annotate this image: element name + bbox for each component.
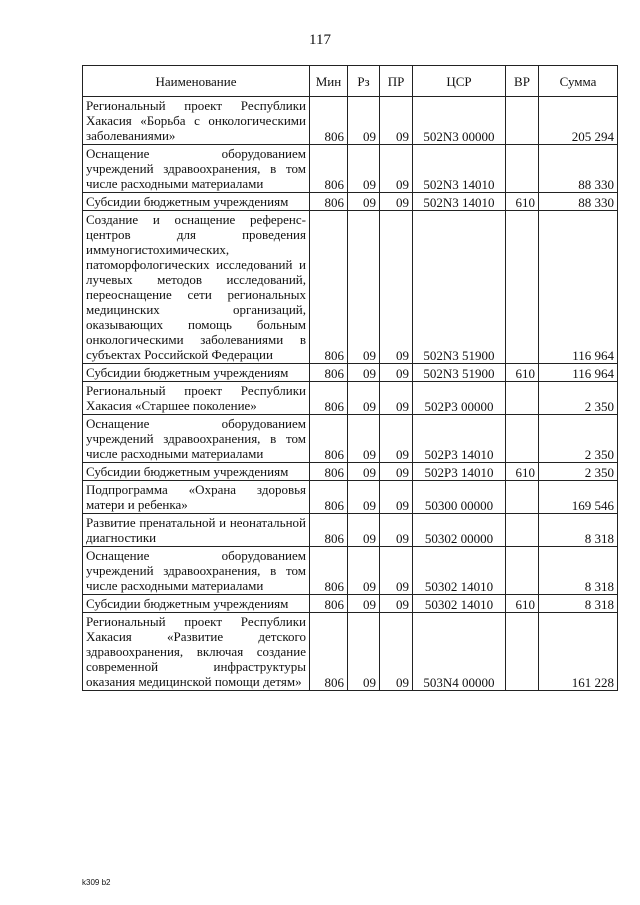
cell-sum: 2 350 bbox=[539, 463, 618, 481]
cell-sum: 116 964 bbox=[539, 211, 618, 364]
cell-vr bbox=[506, 547, 539, 595]
cell-name: Оснащение оборудованием учреждений здравоохранения, в том числе расходными материалами bbox=[83, 145, 310, 193]
cell-csr: 50302 00000 bbox=[413, 514, 506, 547]
cell-vr bbox=[506, 481, 539, 514]
cell-rz: 09 bbox=[348, 463, 380, 481]
cell-vr: 610 bbox=[506, 595, 539, 613]
cell-name: Развитие пренатальной и неонатальной диагностики bbox=[83, 514, 310, 547]
cell-name: Региональный проект Республики Хакасия «Развитие детского здравоохранения, включая создание современной инфраструктуры оказания медицинской помощи детям» bbox=[83, 613, 310, 691]
cell-vr bbox=[506, 415, 539, 463]
cell-csr: 502P3 00000 bbox=[413, 382, 506, 415]
table-row bbox=[83, 547, 618, 595]
cell-vr: 610 bbox=[506, 364, 539, 382]
cell-csr: 502N3 00000 bbox=[413, 97, 506, 145]
cell-sum: 8 318 bbox=[539, 547, 618, 595]
cell-sum: 116 964 bbox=[539, 364, 618, 382]
cell-csr: 502N3 51900 bbox=[413, 364, 506, 382]
cell-sum: 88 330 bbox=[539, 193, 618, 211]
cell-sum: 8 318 bbox=[539, 514, 618, 547]
cell-vr bbox=[506, 613, 539, 691]
table-row bbox=[83, 481, 618, 514]
cell-sum: 161 228 bbox=[539, 613, 618, 691]
cell-pr: 09 bbox=[380, 481, 413, 514]
cell-rz: 09 bbox=[348, 97, 380, 145]
cell-pr: 09 bbox=[380, 415, 413, 463]
table-row bbox=[83, 595, 618, 613]
cell-min: 806 bbox=[310, 481, 348, 514]
cell-name: Субсидии бюджетным учреждениям bbox=[83, 595, 310, 613]
cell-name: Субсидии бюджетным учреждениям bbox=[83, 193, 310, 211]
cell-name: Региональный проект Республики Хакасия «Старшее поколение» bbox=[83, 382, 310, 415]
cell-rz: 09 bbox=[348, 382, 380, 415]
table-row bbox=[83, 613, 618, 691]
cell-pr: 09 bbox=[380, 613, 413, 691]
cell-rz: 09 bbox=[348, 211, 380, 364]
cell-vr: 610 bbox=[506, 463, 539, 481]
cell-min: 806 bbox=[310, 547, 348, 595]
table-row bbox=[83, 364, 618, 382]
cell-name: Субсидии бюджетным учреждениям bbox=[83, 364, 310, 382]
cell-rz: 09 bbox=[348, 415, 380, 463]
table-row bbox=[83, 97, 618, 145]
cell-sum: 169 546 bbox=[539, 481, 618, 514]
cell-pr: 09 bbox=[380, 547, 413, 595]
cell-csr: 50302 14010 bbox=[413, 547, 506, 595]
cell-min: 806 bbox=[310, 193, 348, 211]
table-row bbox=[83, 145, 618, 193]
cell-min: 806 bbox=[310, 415, 348, 463]
table-row bbox=[83, 193, 618, 211]
cell-pr: 09 bbox=[380, 595, 413, 613]
cell-rz: 09 bbox=[348, 547, 380, 595]
cell-rz: 09 bbox=[348, 514, 380, 547]
cell-name: Субсидии бюджетным учреждениям bbox=[83, 463, 310, 481]
page-number: 117 bbox=[309, 32, 331, 48]
cell-pr: 09 bbox=[380, 97, 413, 145]
cell-vr bbox=[506, 514, 539, 547]
footer-code: k309 b2 bbox=[82, 878, 111, 887]
cell-min: 806 bbox=[310, 514, 348, 547]
header-pr: ПР bbox=[380, 66, 413, 97]
cell-name: Оснащение оборудованием учреждений здравоохранения, в том числе расходными материалами bbox=[83, 547, 310, 595]
header-sum: Сумма bbox=[539, 66, 618, 97]
header-rz: Рз bbox=[348, 66, 380, 97]
cell-rz: 09 bbox=[348, 364, 380, 382]
cell-rz: 09 bbox=[348, 145, 380, 193]
cell-csr: 502P3 14010 bbox=[413, 463, 506, 481]
cell-min: 806 bbox=[310, 463, 348, 481]
cell-vr bbox=[506, 211, 539, 364]
cell-sum: 8 318 bbox=[539, 595, 618, 613]
cell-name: Региональный проект Республики Хакасия «Борьба с онкологическими заболеваниями» bbox=[83, 97, 310, 145]
cell-csr: 502P3 14010 bbox=[413, 415, 506, 463]
cell-min: 806 bbox=[310, 97, 348, 145]
cell-rz: 09 bbox=[348, 193, 380, 211]
cell-min: 806 bbox=[310, 145, 348, 193]
cell-csr: 502N3 14010 bbox=[413, 145, 506, 193]
cell-sum: 2 350 bbox=[539, 415, 618, 463]
cell-rz: 09 bbox=[348, 613, 380, 691]
table-row bbox=[83, 514, 618, 547]
cell-vr bbox=[506, 97, 539, 145]
cell-vr bbox=[506, 145, 539, 193]
cell-min: 806 bbox=[310, 595, 348, 613]
cell-sum: 205 294 bbox=[539, 97, 618, 145]
table-row bbox=[83, 382, 618, 415]
cell-min: 806 bbox=[310, 211, 348, 364]
cell-pr: 09 bbox=[380, 382, 413, 415]
cell-name: Оснащение оборудованием учреждений здравоохранения, в том числе расходными материалами bbox=[83, 415, 310, 463]
cell-vr: 610 bbox=[506, 193, 539, 211]
table-header-row bbox=[83, 66, 618, 97]
cell-rz: 09 bbox=[348, 595, 380, 613]
cell-csr: 502N3 51900 bbox=[413, 211, 506, 364]
cell-csr: 502N3 14010 bbox=[413, 193, 506, 211]
cell-pr: 09 bbox=[380, 463, 413, 481]
cell-pr: 09 bbox=[380, 145, 413, 193]
cell-vr bbox=[506, 382, 539, 415]
header-name: Наименование bbox=[83, 66, 310, 97]
cell-pr: 09 bbox=[380, 193, 413, 211]
cell-min: 806 bbox=[310, 364, 348, 382]
cell-pr: 09 bbox=[380, 364, 413, 382]
cell-sum: 2 350 bbox=[539, 382, 618, 415]
cell-sum: 88 330 bbox=[539, 145, 618, 193]
cell-name: Подпрограмма «Охрана здоровья матери и ребенка» bbox=[83, 481, 310, 514]
budget-table bbox=[82, 65, 618, 691]
cell-rz: 09 bbox=[348, 481, 380, 514]
cell-csr: 50300 00000 bbox=[413, 481, 506, 514]
cell-pr: 09 bbox=[380, 514, 413, 547]
cell-name: Создание и оснащение референс-центров для проведения иммуногистохимических, патоморфологических исследований и лучевых методов исследований, переоснащение сети региональных медицинских организаций, оказывающих помощь больным онкологическими заболеваниями в субъектах Российской Федерации bbox=[83, 211, 310, 364]
header-vr: ВР bbox=[506, 66, 539, 97]
cell-pr: 09 bbox=[380, 211, 413, 364]
table-row bbox=[83, 211, 618, 364]
cell-min: 806 bbox=[310, 382, 348, 415]
table-row bbox=[83, 415, 618, 463]
header-min: Мин bbox=[310, 66, 348, 97]
cell-csr: 503N4 00000 bbox=[413, 613, 506, 691]
table-row bbox=[83, 463, 618, 481]
header-csr: ЦСР bbox=[413, 66, 506, 97]
cell-min: 806 bbox=[310, 613, 348, 691]
cell-csr: 50302 14010 bbox=[413, 595, 506, 613]
